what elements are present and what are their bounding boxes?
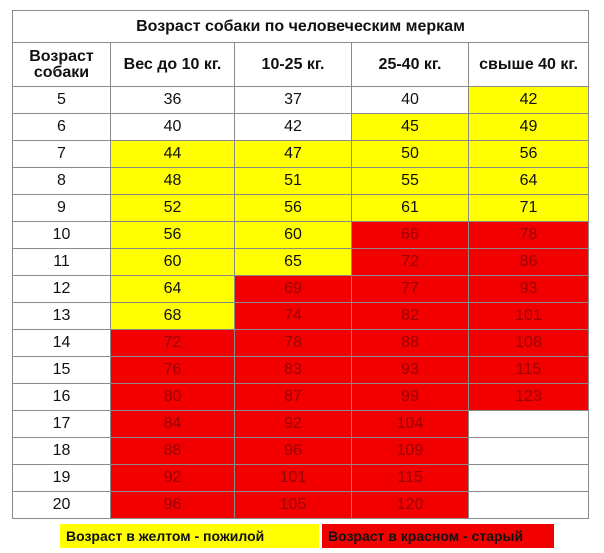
table-row	[13, 492, 589, 519]
value-cell: 36	[111, 87, 235, 114]
value-cell: 84	[111, 411, 235, 438]
value-cell: 108	[469, 330, 589, 357]
table-row	[13, 384, 589, 411]
age-cell: 8	[13, 168, 111, 195]
table-row	[13, 141, 589, 168]
value-cell: 101	[235, 465, 352, 492]
age-cell: 12	[13, 276, 111, 303]
value-cell: 49	[469, 114, 589, 141]
value-cell: 60	[235, 222, 352, 249]
value-cell: 74	[235, 303, 352, 330]
value-cell: 44	[111, 141, 235, 168]
table-row	[13, 222, 589, 249]
age-cell: 5	[13, 87, 111, 114]
value-cell: 96	[235, 438, 352, 465]
table-row	[13, 357, 589, 384]
age-cell: 18	[13, 438, 111, 465]
value-cell: 78	[235, 330, 352, 357]
table-row	[13, 87, 589, 114]
value-cell: 76	[111, 357, 235, 384]
table-row	[13, 465, 589, 492]
value-cell: 104	[352, 411, 469, 438]
value-cell: 56	[469, 141, 589, 168]
value-cell: 66	[352, 222, 469, 249]
age-cell: 10	[13, 222, 111, 249]
value-cell: 50	[352, 141, 469, 168]
value-cell: 37	[235, 87, 352, 114]
value-cell: 120	[352, 492, 469, 519]
value-cell: 101	[469, 303, 589, 330]
table-row	[13, 303, 589, 330]
value-cell	[469, 411, 589, 438]
value-cell: 105	[235, 492, 352, 519]
table-row	[13, 249, 589, 276]
header-age: Возраст собаки	[13, 43, 111, 87]
value-cell: 42	[235, 114, 352, 141]
value-cell: 96	[111, 492, 235, 519]
value-cell: 72	[352, 249, 469, 276]
age-cell: 17	[13, 411, 111, 438]
legend-yellow: Возраст в желтом - пожилой	[60, 524, 319, 548]
age-cell: 14	[13, 330, 111, 357]
value-cell: 82	[352, 303, 469, 330]
value-cell: 123	[469, 384, 589, 411]
age-cell: 9	[13, 195, 111, 222]
value-cell: 45	[352, 114, 469, 141]
value-cell: 78	[469, 222, 589, 249]
value-cell: 40	[111, 114, 235, 141]
value-cell: 48	[111, 168, 235, 195]
table-row	[13, 330, 589, 357]
value-cell: 109	[352, 438, 469, 465]
table-row	[13, 438, 589, 465]
legend-red: Возраст в красном - старый	[322, 524, 554, 548]
value-cell: 115	[352, 465, 469, 492]
value-cell: 42	[469, 87, 589, 114]
value-cell: 65	[235, 249, 352, 276]
value-cell: 51	[235, 168, 352, 195]
value-cell: 77	[352, 276, 469, 303]
age-cell: 13	[13, 303, 111, 330]
value-cell: 56	[235, 195, 352, 222]
value-cell: 83	[235, 357, 352, 384]
table-title: Возраст собаки по человеческим меркам	[13, 11, 589, 43]
value-cell: 68	[111, 303, 235, 330]
age-cell: 11	[13, 249, 111, 276]
header-under-10kg: Вес до 10 кг.	[111, 43, 235, 87]
value-cell: 86	[469, 249, 589, 276]
value-cell: 64	[469, 168, 589, 195]
age-cell: 6	[13, 114, 111, 141]
value-cell: 115	[469, 357, 589, 384]
age-cell: 7	[13, 141, 111, 168]
value-cell: 52	[111, 195, 235, 222]
dog-age-table	[12, 10, 589, 519]
table-body	[13, 87, 589, 519]
value-cell	[469, 492, 589, 519]
table-row	[13, 276, 589, 303]
value-cell: 60	[111, 249, 235, 276]
table-row	[13, 168, 589, 195]
value-cell: 40	[352, 87, 469, 114]
value-cell: 71	[469, 195, 589, 222]
value-cell: 72	[111, 330, 235, 357]
age-cell: 16	[13, 384, 111, 411]
value-cell: 64	[111, 276, 235, 303]
age-cell: 15	[13, 357, 111, 384]
age-cell: 20	[13, 492, 111, 519]
value-cell: 56	[111, 222, 235, 249]
value-cell: 88	[352, 330, 469, 357]
header-25-40kg: 25-40 кг.	[352, 43, 469, 87]
legend	[52, 524, 592, 550]
age-cell: 19	[13, 465, 111, 492]
value-cell: 55	[352, 168, 469, 195]
value-cell: 80	[111, 384, 235, 411]
value-cell: 69	[235, 276, 352, 303]
value-cell: 93	[469, 276, 589, 303]
value-cell: 93	[352, 357, 469, 384]
value-cell: 88	[111, 438, 235, 465]
table-row	[13, 411, 589, 438]
table-row	[13, 114, 589, 141]
value-cell: 87	[235, 384, 352, 411]
value-cell	[469, 465, 589, 492]
value-cell: 92	[235, 411, 352, 438]
value-cell	[469, 438, 589, 465]
dog-age-table-wrapper	[12, 10, 588, 519]
value-cell: 47	[235, 141, 352, 168]
header-over-40kg: свыше 40 кг.	[469, 43, 589, 87]
value-cell: 92	[111, 465, 235, 492]
header-10-25kg: 10-25 кг.	[235, 43, 352, 87]
value-cell: 61	[352, 195, 469, 222]
value-cell: 99	[352, 384, 469, 411]
table-row	[13, 195, 589, 222]
